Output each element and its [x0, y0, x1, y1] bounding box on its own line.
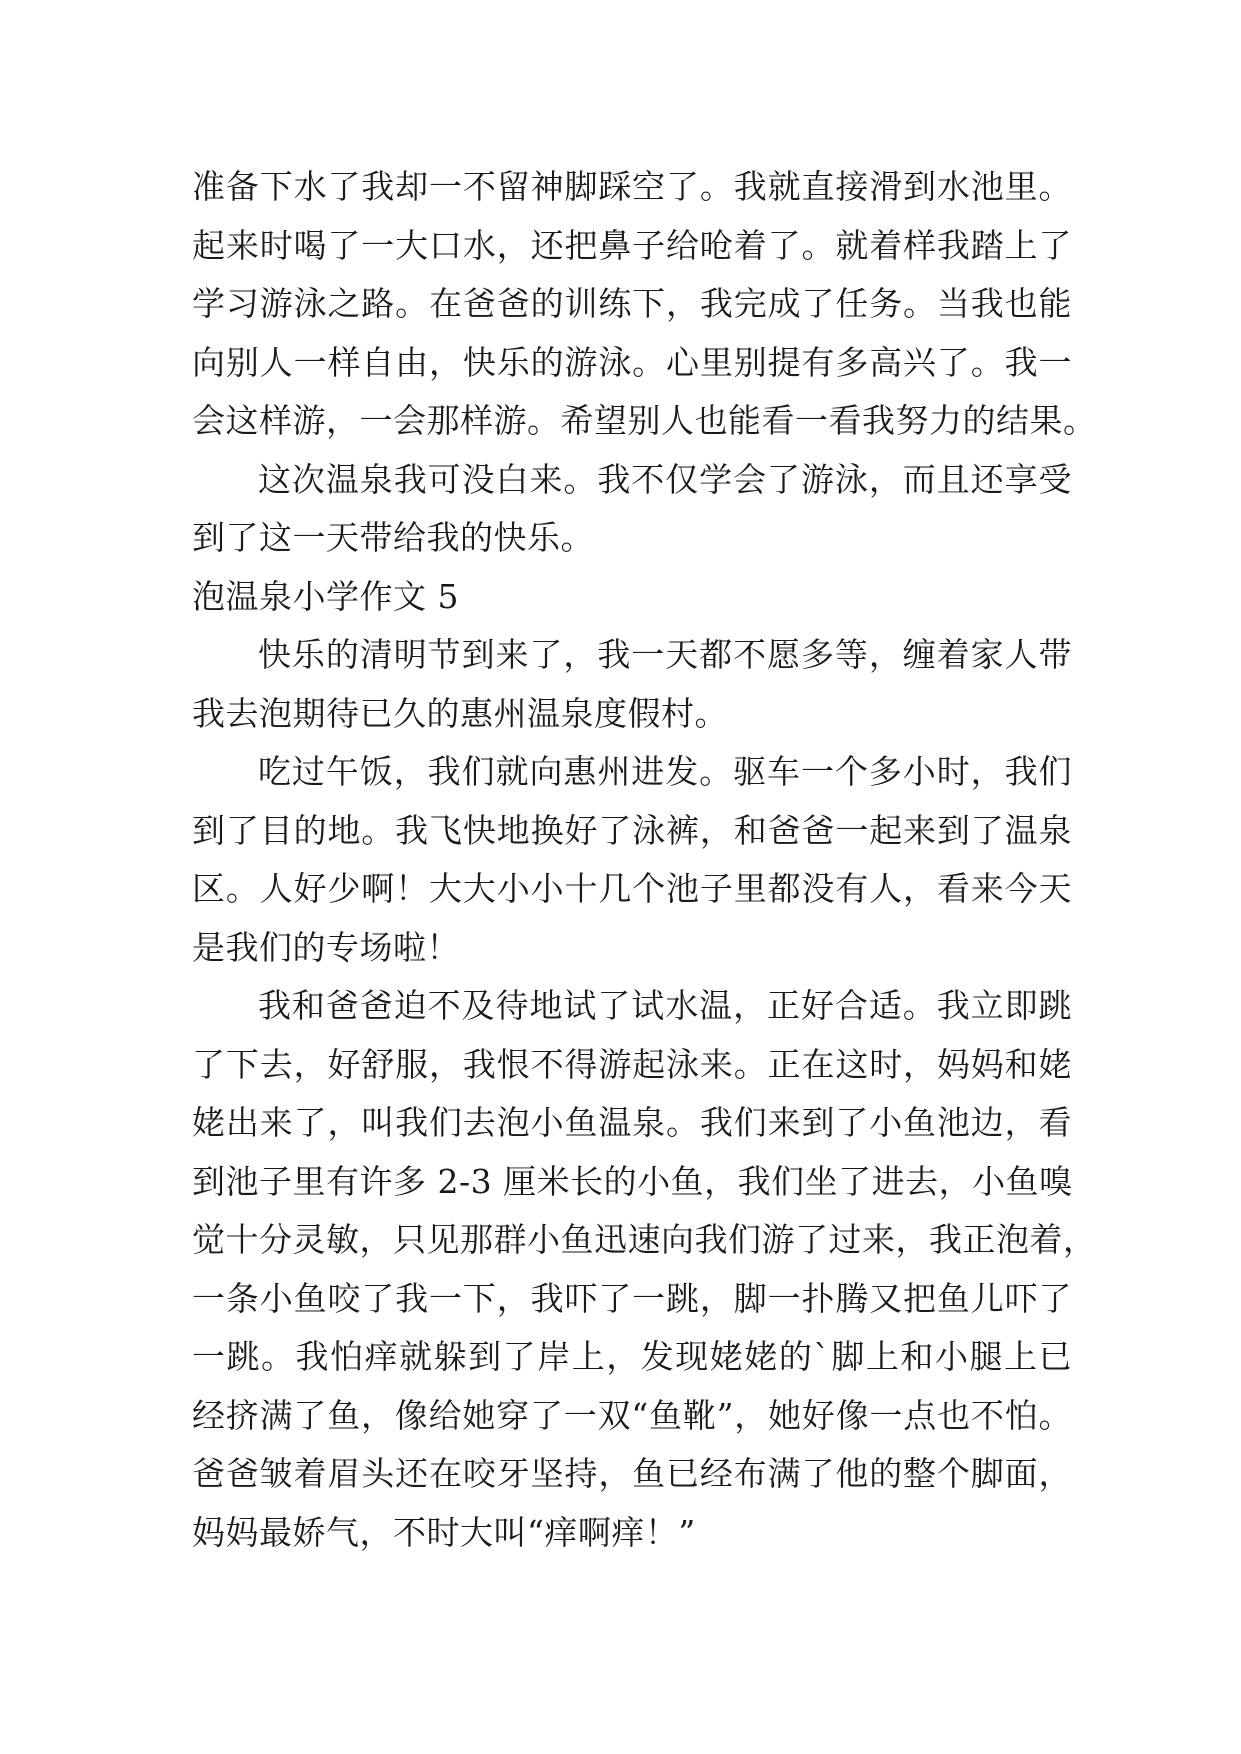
section-heading: [192, 568, 1072, 627]
paragraph: [192, 977, 1097, 1562]
text-line: 我去泡期待已久的惠州温泉度假村。: [192, 693, 728, 733]
text-line: 到了目的地。我飞快地换好了泳裤，和爸爸一起来到了温泉: [192, 810, 1072, 850]
text-line: 觉十分灵敏，只见那群小鱼迅速向我们游了过来，我正泡着，: [192, 1220, 1097, 1259]
text-line: 学习游泳之路。在爸爸的训练下，我完成了任务。当我也能: [192, 284, 1072, 323]
paragraph: [192, 626, 1072, 743]
text-line: 一跳。我怕痒就躲到了岸上，发现姥姥的`脚上和小腿上已: [192, 1337, 1072, 1376]
text-line: 吃过午饭，我们就向惠州进发。驱车一个多小时，我们: [258, 752, 1072, 791]
text-line: 一条小鱼咬了我一下，我吓了一跳，脚一扑腾又把鱼儿吓了: [192, 1278, 1072, 1318]
text-line: 到池子里有许多 2-3 厘米长的小鱼，我们坐了进去，小鱼嗅: [192, 1161, 1073, 1201]
text-line: 姥出来了，叫我们去泡小鱼温泉。我们来到了小鱼池边，看: [192, 1103, 1072, 1142]
document-body: [192, 158, 1097, 1562]
text-line: 向别人一样自由，快乐的游泳。心里别提有多高兴了。我一: [192, 342, 1072, 382]
text-line: 起来时喝了一大口水，还把鼻子给呛着了。就着样我踏上了: [192, 225, 1072, 265]
text-line: 了下去，好舒服，我恨不得游起泳来。正在这时，妈妈和姥: [192, 1044, 1072, 1084]
paragraph: [192, 451, 1072, 568]
text-line: 妈妈最娇气，不时大叫“痒啊痒！”: [192, 1512, 696, 1552]
text-line: 快乐的清明节到来了，我一天都不愿多等，缠着家人带: [258, 635, 1072, 674]
paragraph: [192, 743, 1072, 977]
text-line: 爸爸皱着眉头还在咬牙坚持，鱼已经布满了他的整个脚面，: [192, 1454, 1072, 1493]
text-line: 准备下水了我却一不留神脚踩空了。我就直接滑到水池里。: [192, 167, 1072, 206]
text-line: 区。人好少啊！大大小小十几个池子里都没有人，看来今天: [192, 869, 1072, 908]
heading-text: 泡温泉小学作文 5: [192, 576, 459, 616]
text-line: 会这样游，一会那样游。希望别人也能看一看我努力的结果。: [192, 401, 1097, 440]
text-line: 到了这一天带给我的快乐。: [192, 518, 594, 557]
text-line: 是我们的专场啦！: [192, 927, 460, 967]
paragraph: [192, 158, 1097, 451]
text-line: 这次温泉我可没白来。我不仅学会了游泳，而且还享受: [258, 459, 1072, 499]
text-line: 经挤满了鱼，像给她穿了一双“鱼靴”，她好像一点也不怕。: [192, 1395, 1072, 1435]
text-line: 我和爸爸迫不及待地试了试水温，正好合适。我立即跳: [258, 986, 1072, 1025]
